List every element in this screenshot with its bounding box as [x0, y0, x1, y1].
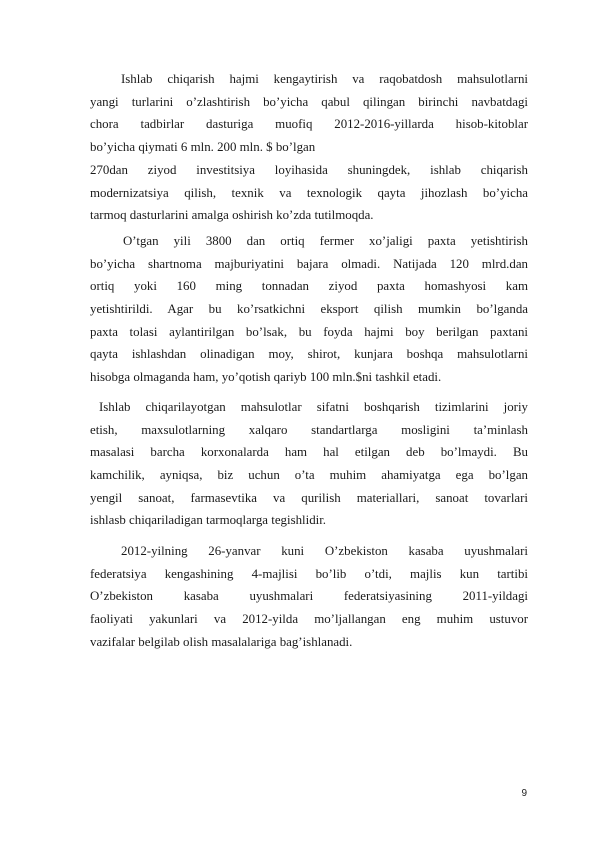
paragraph-investment-plans: [90, 68, 528, 227]
text-line: Ishlab chiqarilayotgan mahsulotlar sifatni boshqarish tizimlarini joriy: [99, 399, 528, 414]
text-line: bo’yicha qiymati 6 mln. 200 mln. $ bo’lgan: [90, 140, 316, 155]
paragraph-quality-standards: [90, 396, 528, 532]
text-line: faoliyati yakunlari va 2012-yilda mo’ljallangan eng muhim ustuvor: [90, 612, 528, 627]
text-line: etish, maxsulotlarning xalqaro standartlarga mosligini ta’minlash: [90, 422, 528, 437]
text-line: yetishtirildi. Agar bu ko’rsatkichni eksport qilish mumkin bo’lganda: [90, 302, 528, 317]
text-line: yengil sanoat, farmasevtika va qurilish materiallari, sanoat tovarlari: [90, 490, 528, 505]
text-line: tarmoq dasturlarini amalga oshirish ko’zda tutilmoqda.: [90, 208, 374, 223]
text-line: Ishlab chiqarish hajmi kengaytirish va raqobatdosh mahsulotlarni: [121, 72, 528, 86]
text-line: bo’yicha shartnoma majburiyatini bajara olmadi. Natijada 120 mlrd.dan: [90, 256, 528, 271]
text-line: ishlasb chiqariladigan tarmoqlarga tegishlidir.: [90, 513, 327, 528]
text-line: O’tgan yili 3800 dan ortiq fermer xo’jaligi paxta yetishtirish: [123, 233, 528, 248]
document-page: [90, 68, 528, 654]
text-line: ortiq yoki 160 ming tonnadan ziyod paxta homashyosi kam: [90, 279, 528, 294]
text-line: 2012-yilning 26-yanvar kuni O’zbekiston kasaba uyushmalari: [121, 544, 528, 559]
text-line: vazifalar belgilab olish masalalariga bag’ishlanadi.: [90, 634, 353, 649]
paragraph-cotton-losses: [90, 230, 528, 389]
text-line: O’zbekiston kasaba uyushmalari federatsiyasining 2011-yildagi: [90, 589, 528, 604]
text-line: modernizatsiya qilish, texnik va texnologik qayta jihozlash bo’yicha: [90, 185, 528, 200]
text-line: chora tadbirlar dasturiga muofiq 2012-2016-yillarda hisob-kitoblar: [90, 117, 528, 132]
text-line: kamchilik, ayniqsa, biz uchun o’ta muhim ahamiyatga ega bo’lgan: [90, 467, 528, 482]
text-line: 270dan ziyod investitsiya loyihasida shuningdek, ishlab chiqarish: [90, 162, 528, 177]
text-line: paxta tolasi aylantirilgan bo’lsak, bu foyda hajmi boy berilgan paxtani: [90, 324, 528, 339]
paragraph-trade-unions: [90, 540, 528, 654]
text-line: federatsiya kengashining 4-majlisi bo’lib o’tdi, majlis kun tartibi: [90, 566, 528, 581]
text-line: yangi turlarini o’zlashtirish bo’yicha qabul qilingan birinchi navbatdagi: [90, 94, 528, 109]
text-line: qayta ishlashdan olinadigan moy, shirot, kunjara boshqa mahsulotlarni: [90, 347, 528, 362]
text-line: masalasi barcha korxonalarda ham hal etilgan deb bo’lmaydi. Bu: [90, 445, 528, 460]
page-number: 9: [521, 788, 527, 799]
text-line: hisobga olmaganda ham, yo’qotish qariyb 100 mln.$ni tashkil etadi.: [90, 370, 442, 385]
